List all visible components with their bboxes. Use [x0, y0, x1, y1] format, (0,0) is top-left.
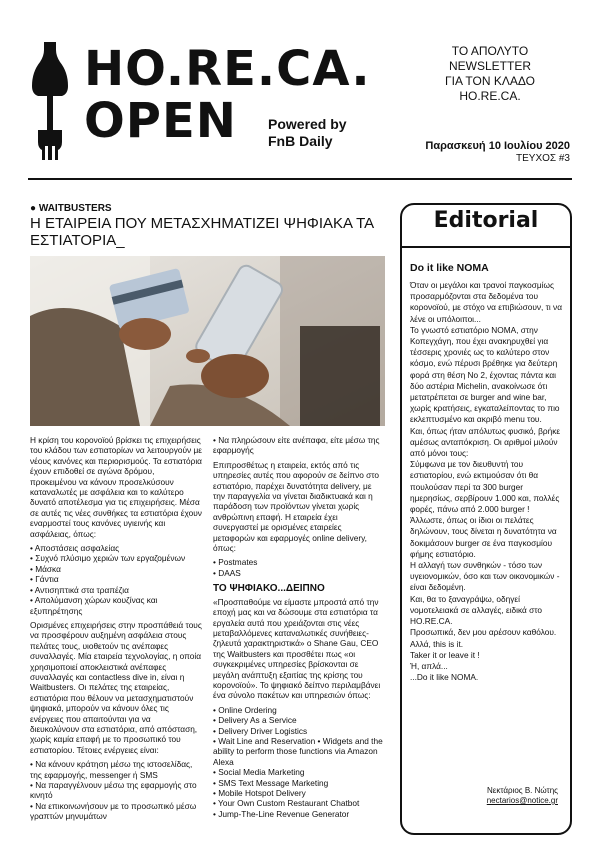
list-item: • SMS Text Message Marketing [213, 777, 329, 788]
list-item: • Γάντια [30, 574, 59, 585]
actions-list [30, 759, 202, 821]
delivery-partners-list [213, 557, 385, 578]
paragraph: Ορισμένες επιχειρήσεις στην προσπάθειά τους να προσφέρουν αυξημένη ασφάλεια στους πελάτες τους, υιοθετούν τις ανέπαφες συναλλαγές. Μία εταιρεία τεχνολογίας, η οποία χρησιμοποιεί αποκλειστικά ανέπαφες συναλλαγές και contactless dive in, είναι η Waitbusters. Οι πελάτες της εταιρείας, εστιατόρια που θέλουν να μετασχηματιστούν ψηφιακά, μπορούν να κάνουν όλες τις ενέργειες που απαιτούνται για να διευκολύνουν στα εστιατόρια, από απόσταση, χωρίς καμία επαφή με το προσωπικό του εστιατορίου. Τέτοιες ενέργειες είναι: [30, 619, 202, 755]
editorial-paragraph: Όταν οι μεγάλοι και τρανοί παγκοσμίως προσαρμόζονται στα δεδομένα του κορονοϊού, με στόχο να επιβιώσουν, τι να λένε οι υπόλοιποι... [410, 280, 563, 324]
list-item: • Αντισηπτικά στα τραπέζια [30, 584, 129, 595]
list-item: • Απολύμανση χώρων κουζίνας και εξυπηρέτησης [30, 595, 158, 616]
editorial-signature [400, 786, 558, 806]
editorial-paragraph: Ή, απλά... [410, 660, 448, 671]
editorial-paragraph: Σύμφωνα με τον διευθυντή του εστιατορίου, ενώ εκτιμούσαν ότι θα πουλούσαν περί τα 300 burger ημερησίως, σερβίρουν 1.000 και, πολλές φορές, πάνω από 2.000 burger ! [410, 459, 560, 515]
list-item: • Συχνό πλύσιμο χεριών των εργαζομένων [30, 553, 186, 564]
editorial-paragraph: Και, όπως ήταν απόλυτως φυσικό, βρήκε αμέσως ανταπόκριση. Οι αριθμοί μιλούν από μόνοι τους: [410, 425, 561, 459]
paragraph: «Προσπαθούμε να είμαστε μπροστά από την εποχή μας και να δώσουμε στα εστιατόρια τα εργαλεία αυτά που χρειάζονται στις νέες μεταβαλλόμενες καταναλωτικές συνήθειες-ζηλευτά χαρακτηριστικά» ο Shane Gau, CEO της Waitbusters και προσθέτει πως «οι συγκεκριμένες υπηρεσίες βρίσκονται σε μεγάλη ανάπτυξη εξαιτίας της κρίσης του κορονοϊού». Το ψηφιακό δείπνο περιλαμβάνει ένα σύνολο πακέτων και υπηρεσιών όπως: [213, 596, 381, 701]
issue-date: Παρασκευή 10 Ιουλίου 2020 [425, 140, 570, 152]
editorial-body [410, 280, 565, 683]
brand-title-line2: OPEN [84, 93, 237, 149]
author-email-link[interactable]: nectarios@notice.gr [486, 796, 558, 805]
subheading: ΤΟ ΨΗΦΙΑΚΟ...ΔΕΙΠΝΟ [213, 583, 325, 595]
list-item: • Delivery As a Service [213, 715, 297, 726]
tagline-line: NEWSLETTER [448, 59, 531, 73]
paragraph: Επιπροσθέτως η εταιρεία, εκτός από τις υπηρεσίες αυτές που αφορούν σε δείπνο στο εστιατόριο, παρέχει δυνατότητα delivery, με την παραγγελία να γίνεται διαδικτυακά και η παράδοση των προϊόντων γίνεται χωρίς ανθρώπινη επαφή. Η εταιρεία έχει συνεργαστεί με ορισμένες εταιρείες μεταφορών και εφαρμογές online delivery, όπως: [213, 459, 380, 554]
article-photo [30, 256, 385, 426]
list-item: • Wait Line and Reservation • Widgets and the ability to perform those functions via Amazon Alexa [213, 735, 383, 767]
list-item: • Delivery Driver Logistics [213, 725, 308, 736]
list-item: • Social Media Marketing [213, 767, 305, 778]
list-item: • Να επικοινωνήσουν με το προσωπικό μέσω γραπτών μηνυμάτων [30, 800, 197, 822]
tagline-line: ΓΙΑ ΤΟΝ ΚΛΑΔΟ [445, 74, 535, 88]
list-item: • Να παραγγέλνουν μέσω της εφαρμογής στο κινητό [30, 780, 197, 801]
list-item: • Online Ordering [213, 704, 277, 715]
tagline [410, 44, 570, 104]
list-item: • Postmates [213, 557, 258, 568]
tagline-line: ΤΟ ΑΠΟΛΥΤΟ [451, 44, 529, 58]
editorial-paragraph: Άλλωστε, όπως οι ίδιοι οι πελάτες δηλώνουν, τους δίνεται η δυνατότητα να δοκιμάσουν burger σε ένα παγκοσμίου φήμης εστιατόριο. [410, 515, 557, 559]
editorial-divider [402, 246, 570, 248]
payment-list [213, 435, 385, 456]
list-item: • Μάσκα [30, 563, 61, 574]
list-item: • Να κάνουν κράτηση μέσω της ιστοσελίδας, της εφαρμογής, messenger ή SMS [30, 759, 193, 780]
list-item: • DAAS [213, 567, 241, 578]
article-column-1 [30, 435, 202, 826]
list-item: • Your Own Custom Restaurant Chatbot [213, 798, 360, 809]
editorial-paragraph: ...Do it like NOMA. [410, 672, 479, 683]
issue-number: ΤΕΥΧΟΣ #3 [516, 153, 570, 164]
editorial-paragraph: Προσωπικά, δεν μου αρέσουν καθόλου. [410, 627, 557, 638]
editorial-paragraph: Η αλλαγή των συνθηκών - τόσο των υγειονομικών, όσο και των οικονομικών - είναι δεδομένη. [410, 560, 560, 593]
powered-by-brand: FnB Daily [268, 133, 333, 149]
editorial-paragraph: Taker it or leave it ! [410, 649, 480, 660]
list-item: • Jump-The-Line Revenue Generator [213, 808, 350, 819]
section-label: ● WAITBUSTERS [30, 203, 112, 214]
fork-bell-logo-icon [28, 42, 72, 162]
hygiene-list [30, 543, 202, 616]
powered-by [268, 116, 347, 150]
editorial-paragraph: Αλλά, this is it. [410, 638, 464, 649]
editorial-paragraph: Και, θα το ξαναγράψω, οδηγεί νομοτελειακά σε αλλαγές, ειδικά στο HO.RE.CA. [410, 593, 543, 627]
list-item: • Να πληρώσουν είτε ανέπαφα, είτε μέσω της εφαρμογής [213, 435, 380, 456]
list-item: • Αποστάσεις ασφαλείας [30, 543, 120, 554]
article-column-2 [213, 435, 385, 823]
brand-title-line1: HO.RE.CA. [84, 41, 371, 97]
list-item: • Mobile Hotspot Delivery [213, 788, 306, 798]
tagline-line: HO.RE.CA. [459, 89, 521, 103]
article-headline: Η ΕΤΑΙΡΕΙΑ ΠΟΥ ΜΕΤΑΣΧΗΜΑΤΙΖΕΙ ΨΗΦΙΑΚΑ ΤΑ ΕΣΤΙΑΤΟΡΙΑ_ [30, 215, 374, 249]
services-list [213, 705, 385, 819]
editorial-paragraph: Το γνωστό εστιατόριο NOMA, στην Κοπεγχάγη, που έχει ανακηρυχθεί για τέσσερις χρονιές ως το καλύτερο στον κόσμο, ενώ πέρυσι βρέθηκε για δεύτερη φορά στη θέση Νο 2, έχοντας πάντα και δύο αστέρια Michelin, ανακοίνωσε ότι μετατρέπεται σε burger and wine bar, χωρίς κρατήσεις, εγκαταλείποντας το πιο εκλεπτυσμένο και ακριβό menu του. [410, 324, 560, 425]
editorial-heading: Do it like NOMA [410, 262, 489, 274]
editorial-title: Editorial [433, 208, 539, 233]
author-name: Νεκτάριος Β. Νώτης [486, 786, 558, 795]
powered-by-label: Powered by [268, 116, 347, 132]
masthead-divider [28, 178, 572, 180]
paragraph: Η κρίση του κορονοϊού βρίσκει τις επιχειρήσεις του κλάδου των εστιατορίων να λειτουργούν με νέους κανόνες και περιορισμούς. Τα εστιατόρια έχουν επιδοθεί σε αγώνα δρόμου, προκειμένου να κάνουν προσελκύσουν καταναλωτές με ασφάλεια και το καλύτερο δυνατό αποτέλεσμα για τις επιχειρήσεις. Μέσα σε αυτές τις νέες συνθήκες τα εστιατόρια έχουν εναρμοστεί τους κανόνες υγιεινής και ασφάλειας, όπως: [30, 435, 202, 539]
